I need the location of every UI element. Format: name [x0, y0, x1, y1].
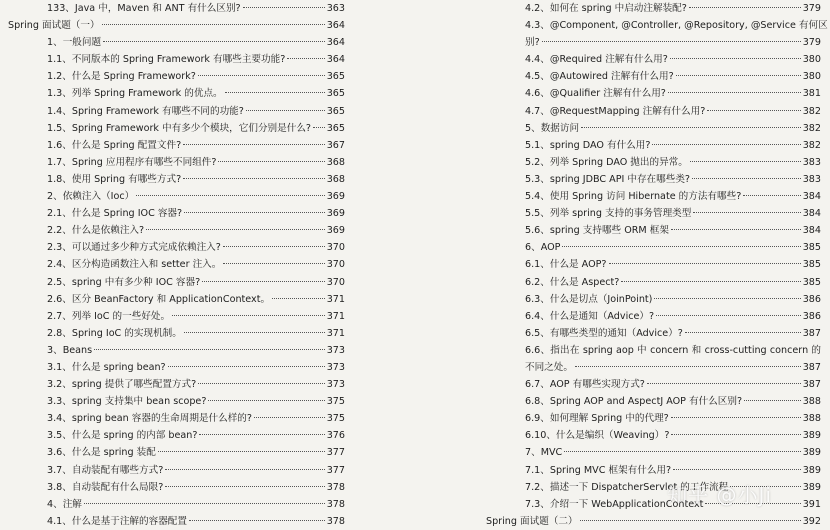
toc-entry[interactable]: [481, 103, 821, 120]
toc-entry[interactable]: [0, 393, 345, 410]
toc-entry-title: Spring 面试题（一）: [8, 20, 100, 32]
toc-entry-title: 5.1、spring DAO 有什么用?: [525, 139, 651, 151]
toc-entry-title: 6.2、什么是 Aspect?: [525, 276, 620, 288]
toc-entry[interactable]: [481, 51, 821, 68]
toc-entry-title: 6.3、什么是切点（JoinPoint): [525, 293, 653, 305]
toc-entry[interactable]: [0, 120, 345, 137]
dot-leader: [84, 503, 325, 504]
toc-entry-title: 1.8、使用 Spring 有哪些方式?: [47, 173, 182, 185]
dot-leader: [184, 212, 325, 213]
toc-page-number: 382: [802, 139, 821, 151]
toc-entry[interactable]: [481, 137, 821, 154]
toc-page-number: 364: [326, 20, 345, 32]
toc-entry-title: 3.5、什么是 spring 的内部 bean?: [47, 430, 198, 442]
toc-entry[interactable]: [0, 274, 345, 291]
toc-page-number: 387: [802, 379, 821, 391]
toc-entry-title: 5.6、spring 支持哪些 ORM 框架: [525, 225, 669, 237]
toc-entry[interactable]: [0, 68, 345, 85]
toc-entry-title: 1.5、Spring Framework 中有多少个模块，它们分别是什么?: [47, 122, 312, 134]
toc-page-number: 382: [802, 122, 821, 134]
toc-entry[interactable]: [481, 325, 821, 342]
toc-entry[interactable]: [0, 359, 345, 376]
toc-entry-title: 5.5、列举 spring 支持的事务管理类型: [525, 208, 692, 220]
dot-leader: [581, 127, 801, 128]
toc-page-number: 387: [802, 327, 821, 339]
toc-page-number: 386: [802, 293, 821, 305]
toc-entry[interactable]: [0, 137, 345, 154]
toc-entry[interactable]: [481, 239, 821, 256]
toc-entry[interactable]: [481, 154, 821, 171]
toc-page-number: 381: [802, 88, 821, 100]
toc-entry-title: 2.4、区分构造函数注入和 setter 注入。: [47, 259, 222, 271]
toc-page-number: 370: [326, 276, 345, 288]
dot-leader: [225, 92, 325, 93]
toc-page-number: 364: [326, 54, 345, 66]
toc-page-number: 369: [326, 225, 345, 237]
dot-leader: [254, 417, 325, 418]
toc-column-right: [481, 0, 828, 530]
dot-leader: [136, 195, 324, 196]
toc-entry-title: 4.5、@Autowired 注解有什么用?: [525, 71, 674, 83]
toc-entry[interactable]: [481, 171, 821, 188]
toc-entry-title: 1.1、不同版本的 Spring Framework 有哪些主要功能?: [47, 54, 286, 66]
dot-leader: [743, 195, 800, 196]
toc-entry[interactable]: [0, 171, 345, 188]
dot-leader: [208, 400, 324, 401]
toc-entry[interactable]: [481, 308, 821, 325]
dot-leader: [744, 400, 801, 401]
dot-leader: [647, 383, 801, 384]
toc-page-number: 379: [802, 37, 821, 49]
toc-page-number: 384: [802, 208, 821, 220]
toc-entry[interactable]: [0, 188, 345, 205]
toc-page-number: 383: [802, 173, 821, 185]
toc-entry-title: 6.10、什么是编织（Weaving）?: [525, 430, 670, 442]
toc-entry[interactable]: [481, 410, 821, 427]
toc-entry-title: 133、Java 中，Maven 和 ANT 有什么区别?: [47, 3, 241, 14]
toc-entry-title: Spring 面试题（二）: [486, 515, 578, 527]
toc-entry-title: 3.2、spring 提供了哪些配置方式?: [47, 379, 197, 391]
toc-page-number: 365: [326, 122, 345, 134]
toc-page-number: 373: [326, 379, 345, 391]
toc-entry-title: 6、AOP: [525, 242, 561, 254]
toc-page-number: 371: [326, 293, 345, 305]
dot-leader: [287, 58, 324, 59]
toc-entry-title: 2.5、spring 中有多少种 IOC 容器?: [47, 276, 201, 288]
toc-page-number: 385: [802, 242, 821, 254]
toc-page-number: 369: [326, 208, 345, 220]
dot-leader: [199, 434, 324, 435]
toc-entry[interactable]: [481, 376, 821, 393]
toc-entry-title: 1、一般问题: [47, 37, 102, 49]
toc-entry[interactable]: [0, 427, 345, 444]
toc-entry[interactable]: [481, 17, 828, 51]
dot-leader: [685, 332, 801, 333]
toc-page-number: 389: [802, 430, 821, 442]
toc-entry[interactable]: [0, 308, 345, 325]
toc-page-number: 373: [326, 361, 345, 373]
toc-entry-title-continued: 别?: [525, 37, 540, 49]
toc-page-number: 385: [802, 259, 821, 271]
toc-page-number: 385: [802, 276, 821, 288]
toc-page-number: 371: [326, 310, 345, 322]
toc-entry-title: 2.1、什么是 Spring IOC 容器?: [47, 208, 183, 220]
dot-leader: [272, 298, 325, 299]
toc-entry-title: 4.2、如何在 spring 中启动注解装配?: [525, 3, 687, 14]
dot-leader: [223, 263, 324, 264]
dot-leader: [146, 229, 325, 230]
toc-entry[interactable]: [0, 0, 345, 17]
toc-entry-title: 6.4、什么是通知（Advice）?: [525, 310, 655, 322]
toc-entry[interactable]: [481, 205, 821, 222]
dot-leader: [621, 281, 800, 282]
toc-entry-title: 7.1、Spring MVC 框架有什么用?: [525, 464, 672, 476]
toc-entry-title: 2、依赖注入（Ioc）: [47, 191, 135, 203]
dot-leader: [707, 110, 800, 111]
dot-leader: [198, 75, 325, 76]
toc-entry-title: 4.7、@RequestMapping 注解有什么用?: [525, 105, 706, 117]
toc-page-number: 384: [802, 191, 821, 203]
toc-entry[interactable]: [0, 291, 345, 308]
toc-entry-title: 7、MVC: [525, 447, 563, 459]
toc-entry-title: 6.9、如何理解 Spring 中的代理?: [525, 413, 669, 425]
toc-page-number: 386: [802, 310, 821, 322]
toc-entry[interactable]: [0, 376, 345, 393]
dot-leader: [103, 41, 325, 42]
toc-entry[interactable]: [0, 154, 345, 171]
toc-entry-title: 6.8、Spring AOP and AspectJ AOP 有什么区别?: [525, 396, 743, 408]
toc-entry[interactable]: [0, 34, 345, 51]
toc-page-number: 378: [326, 498, 345, 510]
dot-leader: [656, 315, 801, 316]
toc-entry[interactable]: [481, 462, 821, 479]
toc-entry-title: 2.3、可以通过多少种方式完成依赖注入?: [47, 242, 221, 254]
dot-leader: [165, 486, 324, 487]
dot-leader: [172, 315, 325, 316]
toc-entry[interactable]: [0, 513, 345, 530]
toc-entry-title: 2.7、列举 IoC 的一些好处。: [47, 310, 171, 322]
dot-leader: [202, 281, 324, 282]
toc-entry[interactable]: [0, 462, 345, 479]
dot-leader: [671, 434, 800, 435]
dot-leader: [575, 366, 801, 367]
toc-entry-title: 4.4、@Required 注解有什么用?: [525, 54, 668, 66]
toc-entry[interactable]: [481, 427, 821, 444]
toc-entry-title: 2.8、Spring IoC 的实现机制。: [47, 327, 182, 339]
dot-leader: [671, 417, 801, 418]
toc-page-number: 365: [326, 71, 345, 83]
toc-entry-title: 4.1、什么是基于注解的容器配置: [47, 515, 187, 527]
toc-page-number: 365: [326, 105, 345, 117]
toc-page-number: 368: [326, 156, 345, 168]
toc-entry-title: 3.7、自动装配有哪些方式?: [47, 464, 164, 476]
toc-entry[interactable]: [481, 291, 821, 308]
toc-page-number: 363: [326, 3, 345, 14]
dot-leader: [189, 520, 325, 521]
toc-page-number: 383: [802, 156, 821, 168]
dot-leader: [654, 298, 800, 299]
toc-page-number: 378: [326, 481, 345, 493]
toc-page-number: 382: [802, 105, 821, 117]
toc-page-number: 369: [326, 191, 345, 203]
toc-page-number: 375: [326, 413, 345, 425]
toc-entry[interactable]: [481, 444, 821, 461]
dot-leader: [218, 161, 324, 162]
toc-page-number: 389: [802, 464, 821, 476]
watermark: 知乎 @小Ji: [667, 483, 772, 507]
toc-entry[interactable]: [0, 256, 345, 273]
toc-entry-title: 7.2、描述一下 DispatcherServlet 的工作流程: [525, 481, 729, 493]
toc-page-number: 364: [326, 37, 345, 49]
toc-entry-title: 6.7、AOP 有哪些实现方式?: [525, 379, 645, 391]
toc-entry-title: 5.2、列举 Spring DAO 抛出的异常。: [525, 156, 688, 168]
toc-page-number: 388: [802, 413, 821, 425]
toc-entry-title: 4.6、@Qualifier 注解有什么用?: [525, 88, 666, 100]
toc-page-number: 379: [802, 3, 821, 14]
toc-entry-title: 3、Beans: [47, 344, 93, 356]
toc-entry[interactable]: [0, 479, 345, 496]
toc-entry[interactable]: [481, 120, 821, 137]
dot-leader: [580, 520, 801, 521]
toc-entry-title: 3.6、什么是 spring 装配: [47, 447, 156, 459]
toc-page-number: 384: [802, 225, 821, 237]
toc-page-number: 376: [326, 430, 345, 442]
toc-page-number: 389: [802, 481, 821, 493]
toc-entry[interactable]: [0, 410, 345, 427]
toc-entry[interactable]: [0, 51, 345, 68]
toc-entry[interactable]: [481, 393, 821, 410]
toc-entry-title: 5.4、使用 Spring 访问 Hibernate 的方法有哪些?: [525, 191, 742, 203]
toc-entry[interactable]: [481, 222, 821, 239]
toc-entry[interactable]: [0, 17, 345, 34]
toc-page-number: 370: [326, 242, 345, 254]
toc-entry-title: 5.3、spring JDBC API 中存在哪些类?: [525, 173, 691, 185]
dot-leader: [243, 7, 325, 8]
toc-entry[interactable]: [0, 85, 345, 102]
toc-entry[interactable]: [481, 256, 821, 273]
toc-page-number: 370: [326, 259, 345, 271]
toc-entry-title: 2.6、区分 BeanFactory 和 ApplicationContext。: [47, 293, 271, 305]
toc-entry[interactable]: [0, 342, 345, 359]
dot-leader: [690, 161, 801, 162]
toc-entry[interactable]: [481, 68, 821, 85]
toc-entry-title: 3.1、什么是 spring bean?: [47, 361, 166, 373]
toc-entry[interactable]: [0, 444, 345, 461]
dot-leader: [168, 366, 325, 367]
dot-leader: [198, 383, 324, 384]
dot-leader: [246, 110, 325, 111]
toc-page-number: 368: [326, 173, 345, 185]
toc-page-number: 392: [802, 515, 821, 527]
dot-leader: [158, 451, 325, 452]
toc-entry-title: 1.2、什么是 Spring Framework?: [47, 71, 196, 83]
toc-page-number: 377: [326, 447, 345, 459]
dot-leader: [313, 127, 325, 128]
dot-leader: [609, 263, 801, 264]
toc-entry[interactable]: [0, 103, 345, 120]
toc-entry[interactable]: [481, 274, 821, 291]
toc-entry-title-continued: 不同之处。: [525, 361, 573, 373]
toc-page-number: 380: [802, 54, 821, 66]
toc-entry-title: 1.3、列举 Spring Framework 的优点。: [47, 88, 223, 100]
toc-page-number: 365: [326, 88, 345, 100]
toc-entry[interactable]: [481, 188, 821, 205]
dot-leader: [542, 41, 801, 42]
dot-leader: [693, 212, 800, 213]
toc-page-number: 377: [326, 464, 345, 476]
toc-page-number: 380: [802, 71, 821, 83]
toc-entry-title: 1.4、Spring Framework 有哪些不同的功能?: [47, 105, 244, 117]
toc-entry-title: 1.7、Spring 应用程序有哪些不同组件?: [47, 156, 217, 168]
toc-entry-title: 7.3、介绍一下 WebApplicationContext: [525, 498, 704, 510]
dot-leader: [668, 92, 801, 93]
toc-page-number: 387: [802, 361, 821, 373]
dot-leader: [223, 246, 325, 247]
toc-entry[interactable]: [0, 325, 345, 342]
toc-entry-title: 4.3、@Component, @Controller, @Repository, @Service 有何区: [525, 20, 828, 32]
toc-entry-title: 4、注解: [47, 498, 82, 510]
toc-page-number: 371: [326, 327, 345, 339]
dot-leader: [671, 229, 801, 230]
dot-leader: [673, 469, 801, 470]
toc-entry[interactable]: [481, 513, 821, 530]
dot-leader: [165, 469, 324, 470]
toc-entry-title: 5、数据访问: [525, 122, 580, 134]
toc-entry[interactable]: [0, 205, 345, 222]
toc-entry[interactable]: [481, 0, 821, 17]
toc-page-number: 388: [802, 396, 821, 408]
toc-entry[interactable]: [481, 342, 821, 376]
dot-leader: [183, 144, 325, 145]
toc-entry-title: 6.5、有哪些类型的通知（Advice）?: [525, 327, 683, 339]
dot-leader: [652, 144, 800, 145]
toc-entry-title: 1.6、什么是 Spring 配置文件?: [47, 139, 182, 151]
dot-leader: [670, 58, 801, 59]
dot-leader: [183, 178, 325, 179]
dot-leader: [562, 246, 800, 247]
dot-leader: [564, 451, 800, 452]
toc-entry[interactable]: [0, 239, 345, 256]
toc-entry-title: 3.4、spring bean 容器的生命周期是什么样的?: [47, 413, 252, 425]
dot-leader: [689, 7, 801, 8]
toc-entry-title: 3.8、自动装配有什么局限?: [47, 481, 164, 493]
dot-leader: [94, 349, 325, 350]
toc-entry[interactable]: [0, 496, 345, 513]
toc-page-number: 391: [802, 498, 821, 510]
toc-entry[interactable]: [481, 85, 821, 102]
toc-entry-title: 6.1、什么是 AOP?: [525, 259, 607, 271]
toc-page-number: 378: [326, 515, 345, 527]
dot-leader: [692, 178, 801, 179]
dot-leader: [184, 332, 325, 333]
toc-page-number: 373: [326, 344, 345, 356]
toc-page-number: 375: [326, 396, 345, 408]
toc-column-left: [0, 0, 345, 530]
toc-entry[interactable]: [0, 222, 345, 239]
toc-entry-title: 2.2、什么是依赖注入?: [47, 225, 145, 237]
dot-leader: [102, 24, 325, 25]
toc-page-number: 389: [802, 447, 821, 459]
dot-leader: [676, 75, 801, 76]
toc-entry-title: 3.3、spring 支持集中 bean scope?: [47, 396, 207, 408]
toc-entry-title: 6.6、指出在 spring aop 中 concern 和 cross-cutting concern 的: [525, 344, 821, 356]
toc-page-number: 367: [326, 139, 345, 151]
